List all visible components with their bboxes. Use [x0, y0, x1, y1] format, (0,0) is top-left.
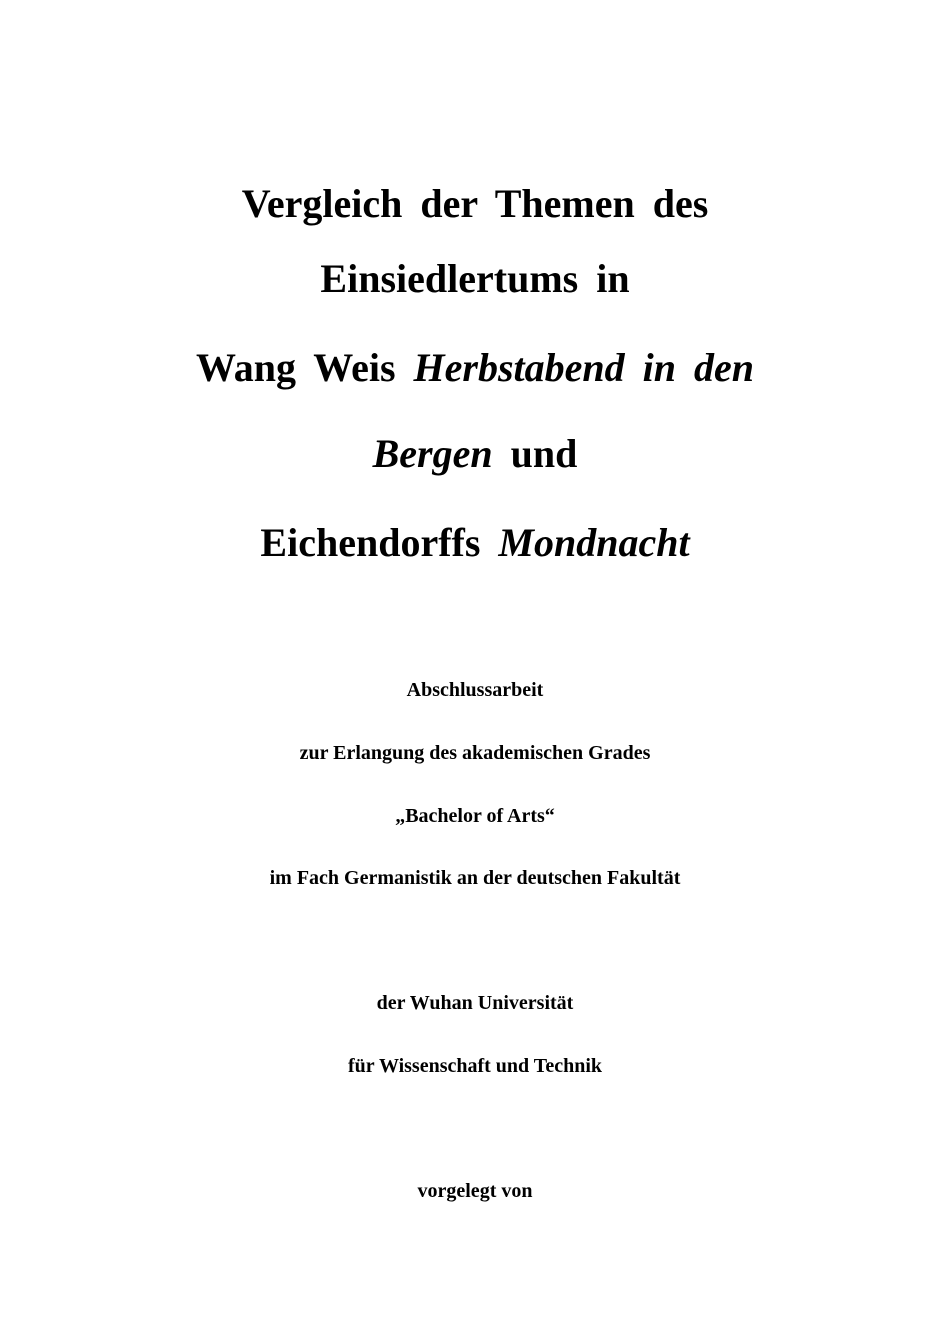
thesis-title-line-1: Vergleich der Themen des: [241, 181, 709, 226]
thesis-title-conjunction: und: [492, 431, 578, 476]
thesis-title-line-3: [0, 344, 950, 392]
thesis-title-author-wang-wei: Wang Weis: [195, 345, 414, 390]
submitted-by-label: vorgelegt von: [417, 1180, 533, 1202]
university-name-suffix: für Wissenschaft und Technik: [348, 1055, 602, 1077]
thesis-title-work-bergen: Bergen: [372, 431, 493, 476]
thesis-type: Abschlussarbeit: [406, 679, 544, 701]
university-name: der Wuhan Universität: [376, 992, 574, 1014]
degree-name: „Bachelor of Arts“: [395, 805, 555, 827]
degree-subject: im Fach Germanistik an der deutschen Fakultät: [269, 867, 681, 889]
thesis-title-work-mondnacht: Mondnacht: [498, 520, 690, 565]
degree-purpose: zur Erlangung des akademischen Grades: [299, 742, 651, 764]
thesis-title-line-5: [0, 519, 950, 567]
thesis-title-work-herbstabend: Herbstabend in den: [413, 345, 755, 390]
thesis-title-line-2: Einsiedlertums in: [320, 256, 630, 301]
thesis-title-line-4: [0, 430, 950, 478]
thesis-title-author-eichendorff: Eichendorffs: [260, 520, 499, 565]
